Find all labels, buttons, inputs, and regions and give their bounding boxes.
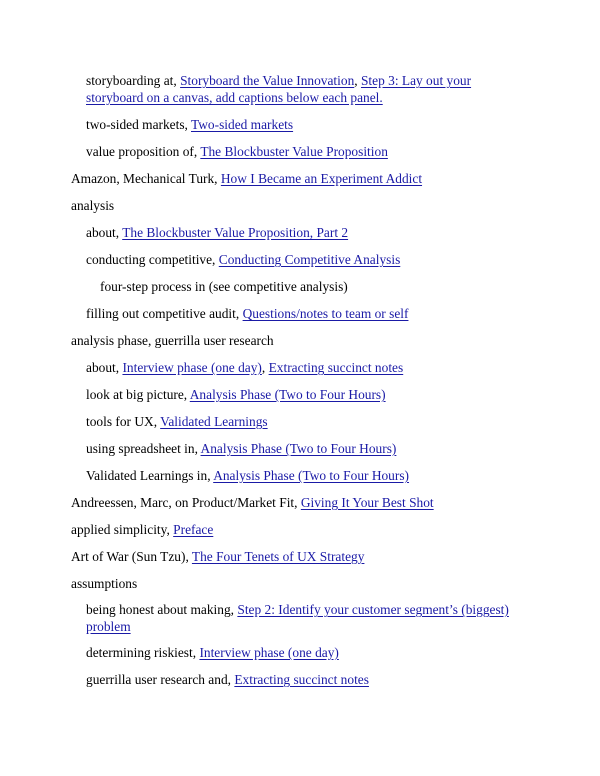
index-entry-about [86,224,526,241]
index-entry-analysis-phase-about: about, Interview phase (one day), Extracting succinct notes [86,360,404,375]
entry-text: look at big picture, [86,387,190,402]
index-link[interactable]: Conducting Competitive Analysis [218,252,401,267]
index-link[interactable]: Extracting succinct notes [234,672,369,687]
entry-text: analysis [71,198,115,213]
entry-text: guerrilla user research and, [86,672,235,687]
index-entry-art-of-war [71,548,541,565]
index-entry-analysis [71,197,541,214]
entry-text: Validated Learnings in, [86,468,214,483]
index-link[interactable]: Two-sided markets [191,117,294,132]
index-link[interactable]: Step 3: Lay out your storyboard on a canvas, add captions below each panel. [86,73,472,105]
index-entry-value-proposition [86,143,526,160]
entry-text: filling out competitive audit, [86,306,243,321]
entry-text: using spreadsheet in, [86,441,201,456]
index-link[interactable]: Questions/notes to team or self [242,306,409,321]
index-entry-tools-for-ux [86,413,526,430]
index-link[interactable]: Analysis Phase (Two to Four Hours) [189,387,386,402]
index-link[interactable]: Interview phase (one day) [122,360,262,375]
index-link[interactable]: Giving It Your Best Shot [300,495,434,510]
index-entry-guerrilla-user-research [86,671,526,688]
index-entry-applied-simplicity [71,521,541,538]
index-entry-amazon [71,170,541,187]
index-link[interactable]: Validated Learnings [160,414,268,429]
entry-text: value proposition of, [86,144,201,159]
index-entry-storyboarding: storyboarding at, Storyboard the Value Innovation, Step 3: Lay out your storyboard on a canvas, add captions below each panel. [86,73,472,105]
entry-text: applied simplicity, [71,522,174,537]
entry-text: assumptions [71,576,138,591]
index-entry-validated-learnings [86,467,526,484]
entry-text: Andreessen, Marc, on Product/Market Fit, [71,495,301,510]
index-entry-four-step-process [100,278,520,295]
index-entry-two-sided-markets [86,116,526,133]
index-entry-andreessen [71,494,541,511]
index-entry-spreadsheet [86,440,526,457]
entry-text: storyboarding at, [86,73,181,88]
entry-text: about, [86,360,123,375]
index-link[interactable]: How I Became an Experiment Addict [220,171,423,186]
index-link[interactable]: Analysis Phase (Two to Four Hours) [213,468,410,483]
index-entry-analysis-phase [71,332,541,349]
index-link[interactable]: The Four Tenets of UX Strategy [191,549,365,564]
index-link[interactable]: Analysis Phase (Two to Four Hours) [200,441,397,456]
index-link[interactable]: Preface [173,522,214,537]
index-link[interactable]: Interview phase (one day) [199,645,339,660]
index-entry-riskiest [86,644,526,661]
index-entry-conducting-competitive [86,251,526,268]
entry-text: being honest about making, [86,602,238,617]
index-entry-assumptions [71,575,541,592]
entry-text: determining riskiest, [86,645,200,660]
index-entry-big-picture [86,386,526,403]
index-link[interactable]: Extracting succinct notes [268,360,404,375]
index-entry-competitive-audit [86,305,526,322]
index-link[interactable]: Storyboard the Value Innovation [180,73,355,88]
entry-text: Amazon, Mechanical Turk, [71,171,221,186]
entry-text: Art of War (Sun Tzu), [71,549,192,564]
entry-text: two-sided markets, [86,117,191,132]
index-link[interactable]: The Blockbuster Value Proposition [200,144,388,159]
entry-text: conducting competitive, [86,252,219,267]
entry-text: four-step process in (see competitive analysis) [100,279,348,294]
entry-text: tools for UX, [86,414,161,429]
index-entry-being-honest [86,601,526,635]
index-link[interactable]: The Blockbuster Value Proposition, Part 2 [122,225,349,240]
entry-text: analysis phase, guerrilla user research [71,333,274,348]
index-link[interactable]: Step 2: Identify your customer segment’s (biggest) problem [86,602,509,634]
entry-text: about, [86,225,123,240]
